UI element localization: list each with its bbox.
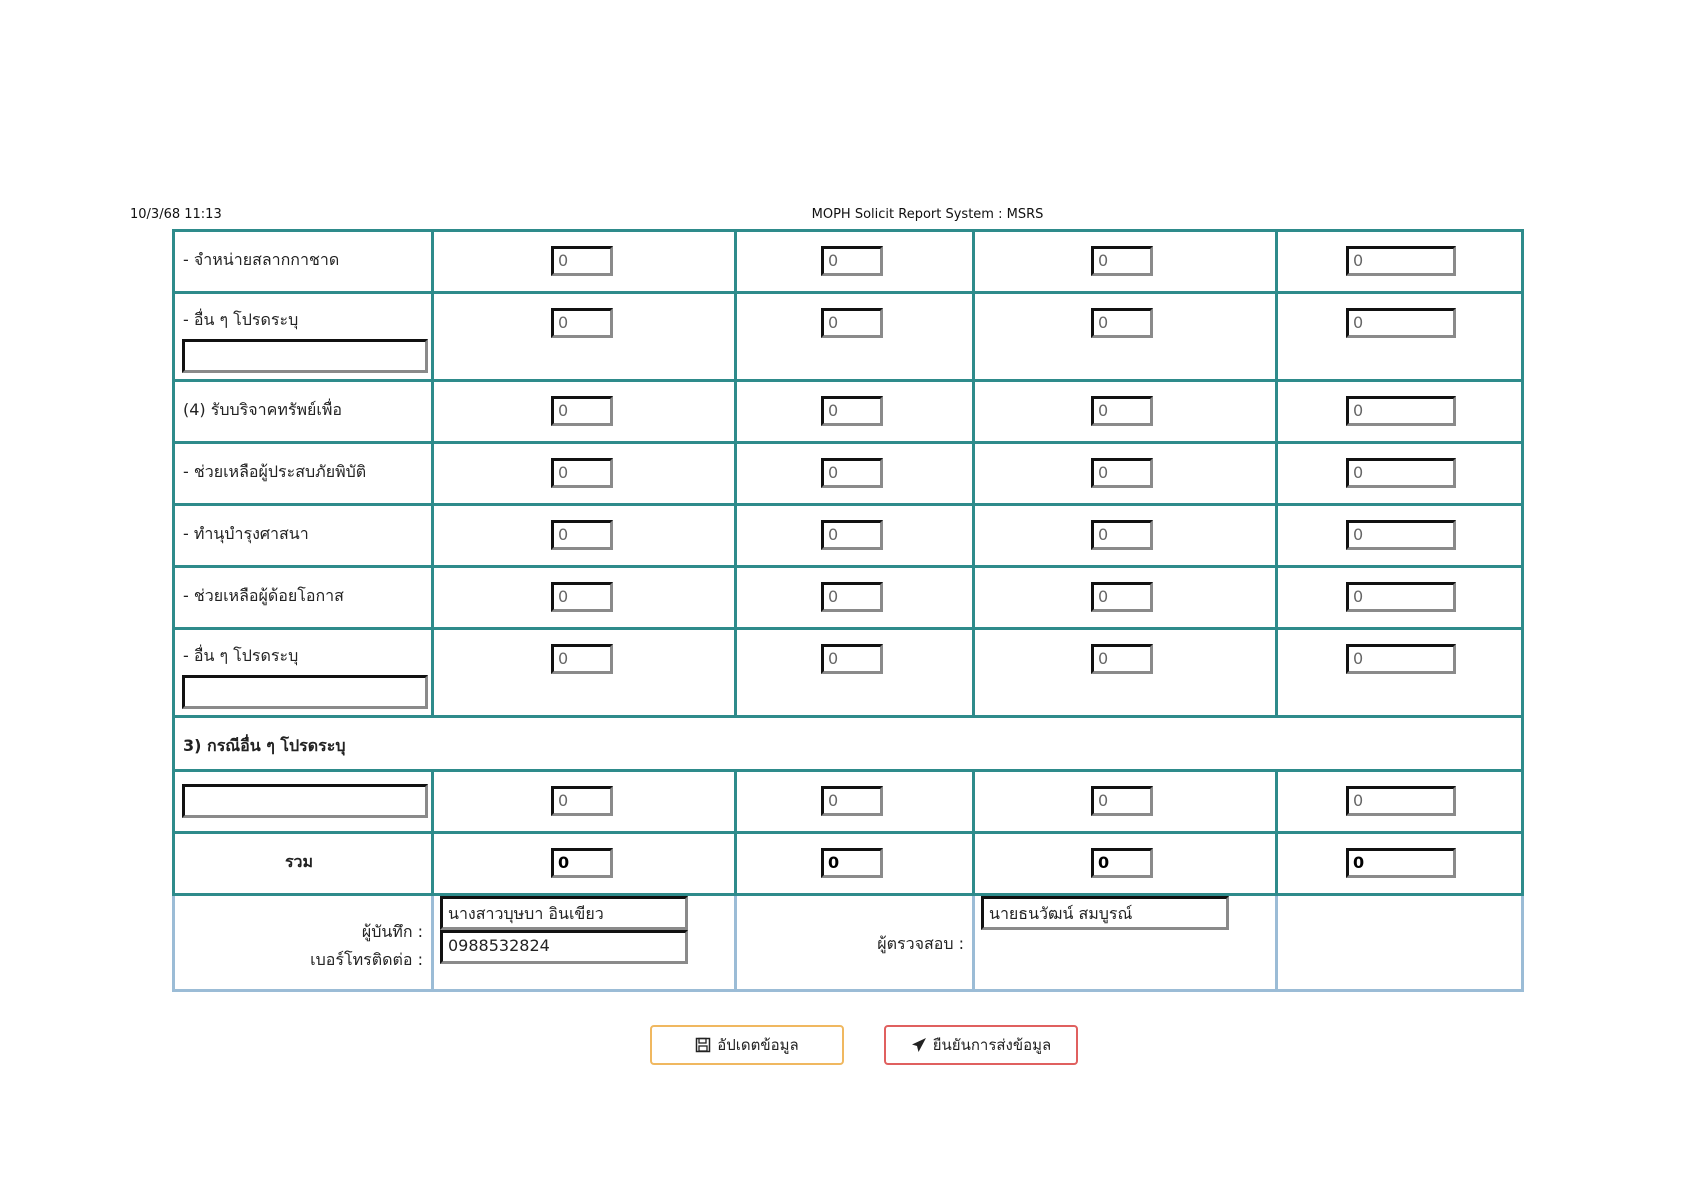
- total-value: 0: [821, 848, 883, 878]
- specify-input[interactable]: [182, 339, 428, 373]
- value-input[interactable]: 0: [1091, 396, 1153, 426]
- save-icon: [695, 1037, 711, 1053]
- value-input[interactable]: 0: [551, 644, 613, 674]
- row-label: - ทำนุบำรุงศาสนา: [183, 524, 309, 543]
- specify-input[interactable]: [182, 784, 428, 818]
- value-input[interactable]: 0: [1346, 458, 1456, 488]
- total-value: 0: [1346, 848, 1456, 878]
- report-system-title: MOPH Solicit Report System : MSRS: [811, 207, 1044, 222]
- value-input[interactable]: 0: [1346, 786, 1456, 816]
- value-input[interactable]: 0: [1346, 246, 1456, 276]
- table-row: [174, 443, 1523, 505]
- phone-input[interactable]: 0988532824: [440, 930, 688, 964]
- row-label: - ช่วยเหลือผู้ด้อยโอกาส: [183, 586, 344, 605]
- checker-label: ผู้ตรวจสอบ :: [877, 934, 964, 953]
- value-input[interactable]: 0: [551, 458, 613, 488]
- print-datetime: 10/3/68 11:13: [130, 207, 222, 222]
- update-button-label: อัปเดตข้อมูล: [717, 1036, 799, 1054]
- value-input[interactable]: 0: [1091, 786, 1153, 816]
- table-row: [174, 381, 1523, 443]
- update-button[interactable]: [650, 1025, 844, 1065]
- value-input[interactable]: 0: [1346, 308, 1456, 338]
- recorder-label: ผู้บันทึก :: [361, 922, 423, 941]
- value-input[interactable]: 0: [821, 246, 883, 276]
- table-row: [174, 771, 1523, 833]
- table-row: [174, 567, 1523, 629]
- value-input[interactable]: 0: [1346, 644, 1456, 674]
- value-input[interactable]: 0: [1091, 458, 1153, 488]
- table-row: [174, 629, 1523, 717]
- value-input[interactable]: 0: [551, 396, 613, 426]
- total-row: [174, 833, 1523, 895]
- table-row: [174, 505, 1523, 567]
- row-label: - ช่วยเหลือผู้ประสบภัยพิบัติ: [183, 462, 367, 481]
- row-label: - จำหน่ายสลากกาชาด: [183, 250, 340, 269]
- value-input[interactable]: 0: [1091, 644, 1153, 674]
- value-input[interactable]: 0: [1346, 520, 1456, 550]
- send-icon: [911, 1037, 927, 1053]
- checker-name-input[interactable]: นายธนวัฒน์ สมบูรณ์: [981, 896, 1229, 930]
- value-input[interactable]: 0: [551, 786, 613, 816]
- value-input[interactable]: 0: [821, 458, 883, 488]
- value-input[interactable]: 0: [1346, 582, 1456, 612]
- value-input[interactable]: 0: [821, 396, 883, 426]
- value-input[interactable]: 0: [821, 644, 883, 674]
- total-value: 0: [551, 848, 613, 878]
- phone-label: เบอร์โทรติดต่อ :: [310, 950, 423, 969]
- total-value: 0: [1091, 848, 1153, 878]
- value-input[interactable]: 0: [1091, 520, 1153, 550]
- value-input[interactable]: 0: [1091, 246, 1153, 276]
- value-input[interactable]: 0: [551, 582, 613, 612]
- value-input[interactable]: 0: [1091, 308, 1153, 338]
- confirm-submit-button[interactable]: [884, 1025, 1078, 1065]
- specify-input[interactable]: [182, 675, 428, 709]
- confirm-button-label: ยืนยันการส่งข้อมูล: [932, 1036, 1052, 1054]
- table-row: [174, 231, 1523, 293]
- signature-row: [174, 895, 1523, 991]
- value-input[interactable]: 0: [551, 246, 613, 276]
- row-label: - อื่น ๆ โปรดระบุ: [183, 310, 299, 329]
- total-label: รวม: [284, 852, 314, 871]
- value-input[interactable]: 0: [821, 520, 883, 550]
- value-input[interactable]: 0: [1091, 582, 1153, 612]
- value-input[interactable]: 0: [551, 520, 613, 550]
- value-input[interactable]: 0: [1346, 396, 1456, 426]
- table-row: [174, 293, 1523, 381]
- row-label: (4) รับบริจาคทรัพย์เพื่อ: [183, 400, 342, 419]
- report-table: [172, 229, 1524, 992]
- recorder-name-input[interactable]: นางสาวบุษบา อินเขียว: [440, 896, 688, 930]
- value-input[interactable]: 0: [821, 308, 883, 338]
- section-title: 3) กรณีอื่น ๆ โปรดระบุ: [183, 736, 346, 755]
- value-input[interactable]: 0: [821, 582, 883, 612]
- value-input[interactable]: 0: [551, 308, 613, 338]
- row-label: - อื่น ๆ โปรดระบุ: [183, 646, 299, 665]
- section-header-row: [174, 717, 1523, 771]
- value-input[interactable]: 0: [821, 786, 883, 816]
